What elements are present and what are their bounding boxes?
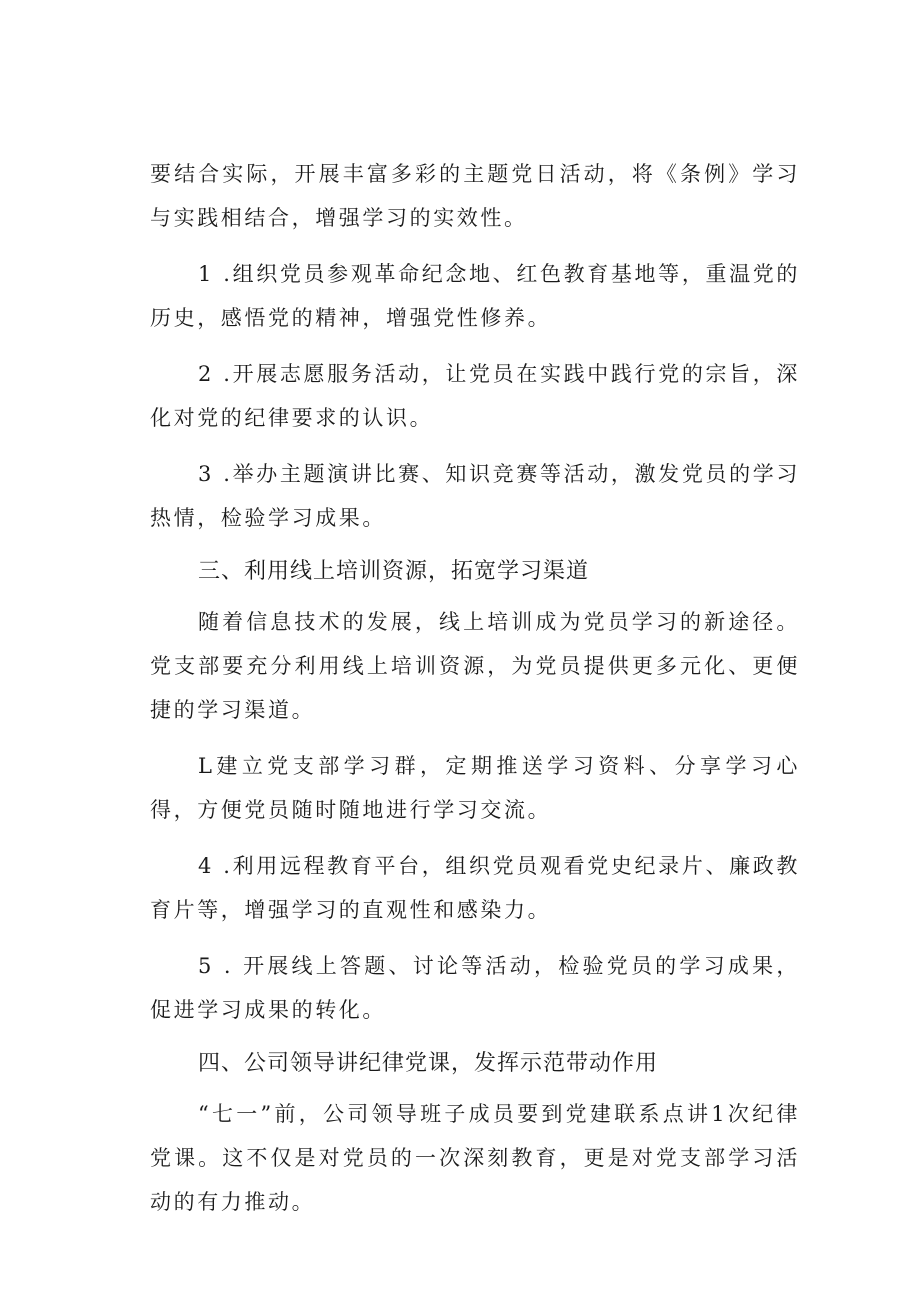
- list-item-3: 3 .举办主题演讲比赛、知识竞赛等活动，激发党员的学习热情，检验学习成果。: [150, 462, 800, 530]
- section3-item-4: 4 .利用远程教育平台，组织党员观看党史纪录片、廉政教育片等，增强学习的直观性和感染力。: [150, 854, 800, 922]
- document-page: [150, 152, 800, 1236]
- section3-intro: 随着信息技术的发展，线上培训成为党员学习的新途径。党支部要充分利用线上培训资源，为党员提供更多元化、更便捷的学习渠道。: [150, 610, 800, 722]
- section3-item-5: 5 . 开展线上答题、讨论等活动，检验党员的学习成果，促进学习成果的转化。: [150, 954, 800, 1022]
- section3-item-1: L建立党支部学习群，定期推送学习资料、分享学习心得，方便党员随时随地进行学习交流。: [150, 754, 800, 822]
- section-heading-4: 四、公司领导讲纪律党课，发挥示范带动作用: [198, 1051, 659, 1076]
- list-item-2: 2 .开展志愿服务活动，让党员在实践中践行党的宗旨，深化对党的纪律要求的认识。: [150, 362, 800, 430]
- section4-paragraph: “七一”前，公司领导班子成员要到党建联系点讲1次纪律党课。这不仅是对党员的一次深刻教育，更是对党支部学习活动的有力推动。: [150, 1102, 800, 1214]
- paragraph-continuation: 要结合实际，开展丰富多彩的主题党日活动，将《条例》学习与实践相结合，增强学习的实效性。: [150, 162, 800, 230]
- list-item-1: 1 .组织党员参观革命纪念地、红色教育基地等，重温党的历史，感悟党的精神，增强党性修养。: [150, 262, 800, 330]
- section-heading-3: 三、利用线上培训资源，拓宽学习渠道: [198, 559, 590, 584]
